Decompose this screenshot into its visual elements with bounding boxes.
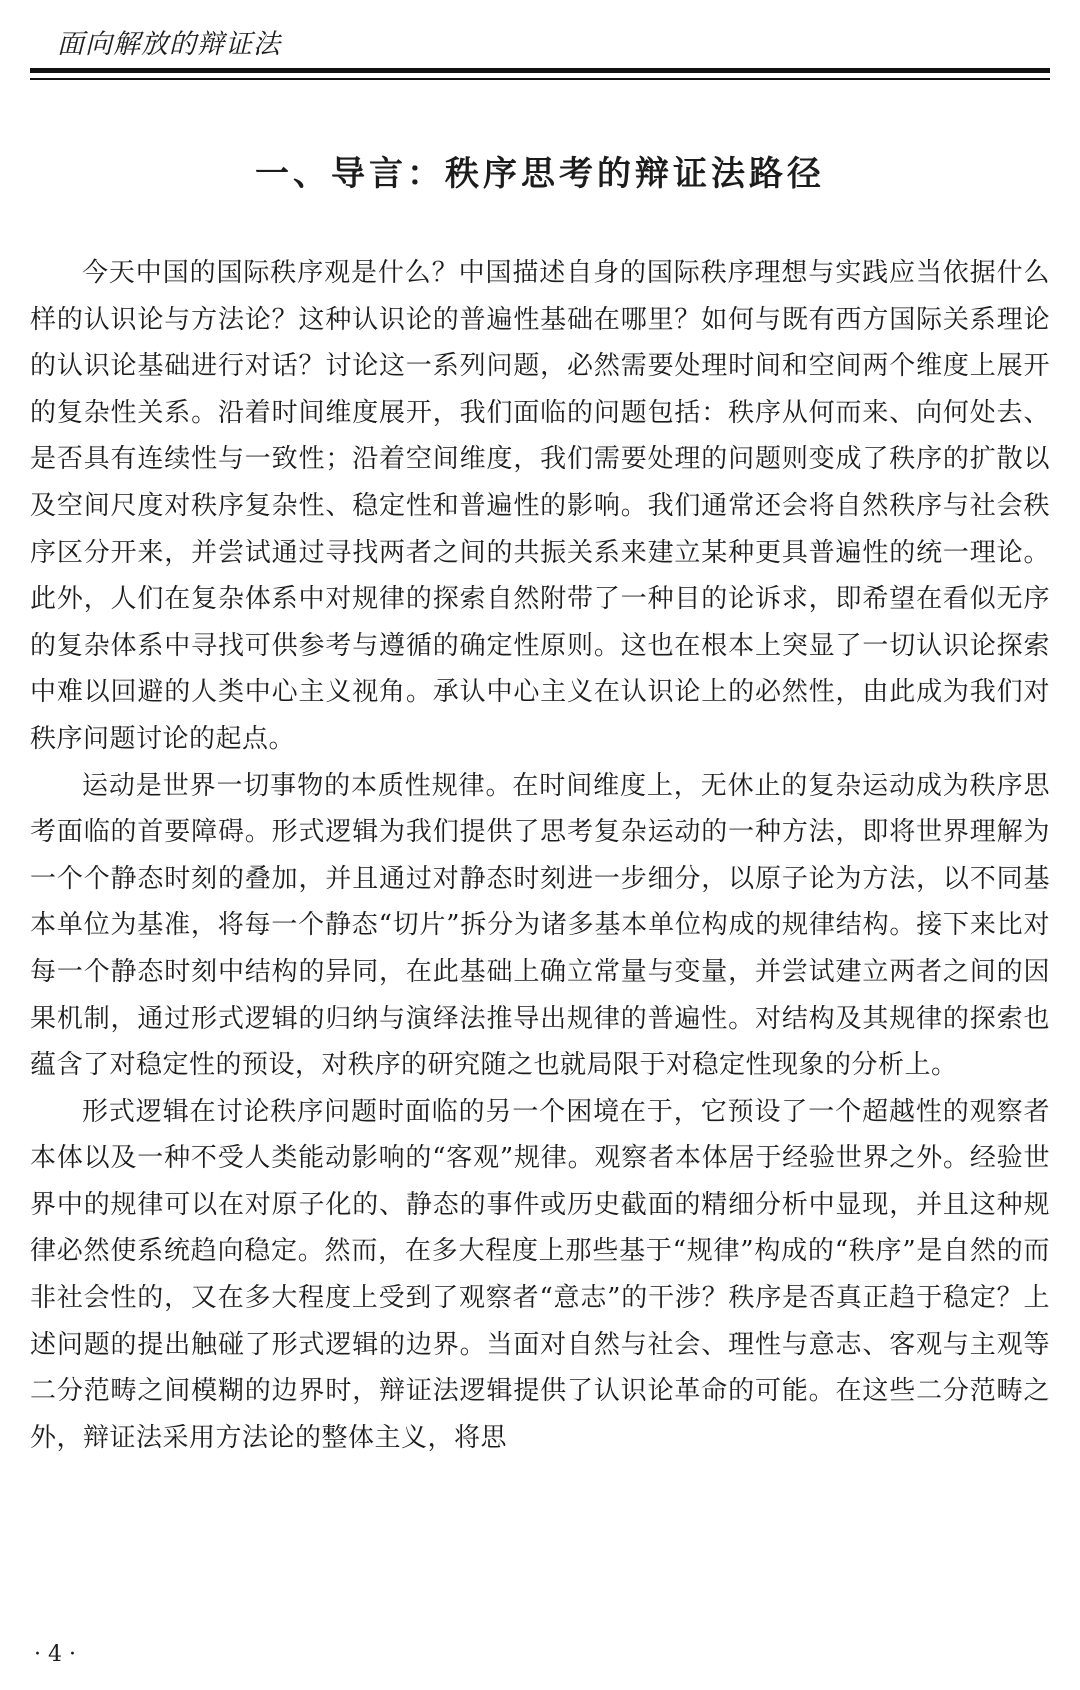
paragraph-2: 运动是世界一切事物的本质性规律。在时间维度上，无休止的复杂运动成为秩序思考面临的首要障碍。形式逻辑为我们提供了思考复杂运动的一种方法，即将世界理解为一个个静态时刻的叠加，并且通过对静态时刻进一步细分，以原子论为方法，以不同基本单位为基准，将每一个静态“切片”拆分为诸多基本单位构成的规律结构。接下来比对每一个静态时刻中结构的异同，在此基础上确立常量与变量，并尝试建立两者之间的因果机制，通过形式逻辑的归纳与演绎法推导出规律的普遍性。对结构及其规律的探索也蕴含了对稳定性的预设，对秩序的研究随之也就局限于对稳定性现象的分析上。	[30, 770, 1050, 1081]
page-number: · 4 ·	[34, 1642, 76, 1667]
paragraph-1: 今天中国的国际秩序观是什么？中国描述自身的国际秩序理想与实践应当依据什么样的认识论与方法论？这种认识论的普遍性基础在哪里？如何与既有西方国际关系理论的认识论基础进行对话？讨论这一系列问题，必然需要处理时间和空间两个维度上展开的复杂性关系。沿着时间维度展开，我们面临的问题包括：秩序从何而来、向何处去、是否具有连续性与一致性；沿着空间维度，我们需要处理的问题则变成了秩序的扩散以及空间尺度对秩序复杂性、稳定性和普遍性的影响。我们通常还会将自然秩序与社会秩序区分开来，并尝试通过寻找两者之间的共振关系来建立某种更具普遍性的统一理论。此外，人们在复杂体系中对规律的探索自然附带了一种目的论诉求，即希望在看似无序的复杂体系中寻找可供参考与遵循的确定性原则。这也在根本上突显了一切认识论探索中难以回避的人类中心主义视角。承认中心主义在认识论上的必然性，由此成为我们对秩序问题讨论的起点。	[30, 258, 1050, 754]
header-rule-thin	[30, 78, 1050, 80]
running-header: 面向解放的辩证法	[57, 29, 281, 60]
paragraph-3: 形式逻辑在讨论秩序问题时面临的另一个困境在于，它预设了一个超越性的观察者本体以及一种不受人类能动影响的“客观”规律。观察者本体居于经验世界之外。经验世界中的规律可以在对原子化的、静态的事件或历史截面的精细分析中显现，并且这种规律必然使系统趋向稳定。然而，在多大程度上那些基于“规律”构成的“秩序”是自然的而非社会性的，又在多大程度上受到了观察者“意志”的干涉？秩序是否真正趋于稳定？上述问题的提出触碰了形式逻辑的边界。当面对自然与社会、理性与意志、客观与主观等二分范畴之间模糊的边界时，辩证法逻辑提供了认识论革命的可能。在这些二分范畴之外，辩证法采用方法论的整体主义，将思	[30, 1096, 1050, 1453]
body-text	[30, 250, 1050, 1461]
header-rule-thick	[30, 68, 1050, 73]
section-title: 一、导言：秩序思考的辩证法路径	[255, 154, 825, 194]
